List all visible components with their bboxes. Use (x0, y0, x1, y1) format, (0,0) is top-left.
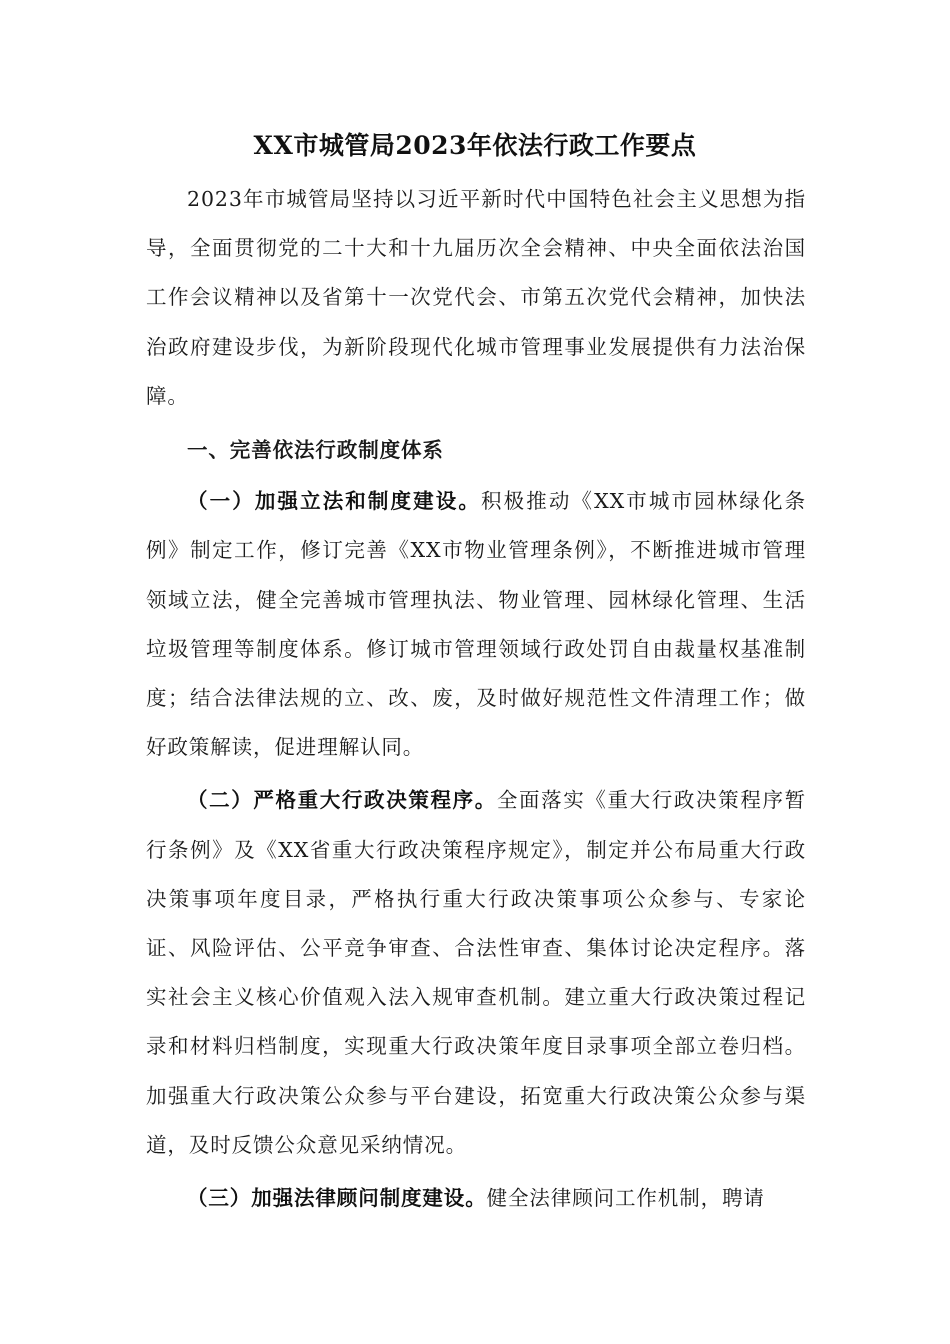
intro-paragraph: 2023年市城管局坚持以习近平新时代中国特色社会主义思想为指导，全面贯彻党的二十大和十九届历次全会精神、中央全面依法治国工作会议精神以及省第十一次党代会、市第五次党代会精神，加快法治政府建设步伐，为新阶段现代化城市管理事业发展提供有力法治保障。 (146, 187, 806, 408)
section-heading-1: 一、完善依法行政制度体系 (187, 438, 444, 463)
item-paragraph-2 (146, 776, 806, 1170)
item-text-1: 积极推动《XX市城市园林绿化条例》制定工作，修订完善《XX市物业管理条例》，不断推进城市管理领域立法，健全完善城市管理执法、物业管理、园林绿化管理、生活垃圾管理等制度体系。修订城市管理领域行政处罚自由裁量权基准制度；结合法律法规的立、改、废，及时做好规范性文件清理工作；做好政策解读，促进理解认同。 (146, 489, 806, 760)
document-title: XX市城管局2023年依法行政工作要点 (253, 131, 697, 160)
item-paragraph-3 (146, 1174, 806, 1223)
item-lead-3: （三）加强法律顾问制度建设。 (187, 1186, 487, 1211)
item-lead-2: （二）严格重大行政决策程序。 (187, 788, 497, 813)
document-body (146, 175, 806, 1223)
item-text-3: 健全法律顾问工作机制，聘请 (486, 1186, 765, 1211)
item-paragraph-1 (146, 477, 806, 772)
item-text-2: 全面落实《重大行政决策程序暂行条例》及《XX省重大行政决策程序规定》，制定并公布局重大行政决策事项年度目录，严格执行重大行政决策事项公众参与、专家论证、风险评估、公平竞争审查、合法性审查、集体讨论决定程序。落实社会主义核心价值观入法入规审查机制。建立重大行政决策过程记录和材料归档制度，实现重大行政决策年度目录事项全部立卷归档。加强重大行政决策公众参与平台建设，拓宽重大行政决策公众参与渠道，及时反馈公众意见采纳情况。 (146, 788, 806, 1157)
item-lead-1: （一）加强立法和制度建设。 (187, 489, 481, 514)
